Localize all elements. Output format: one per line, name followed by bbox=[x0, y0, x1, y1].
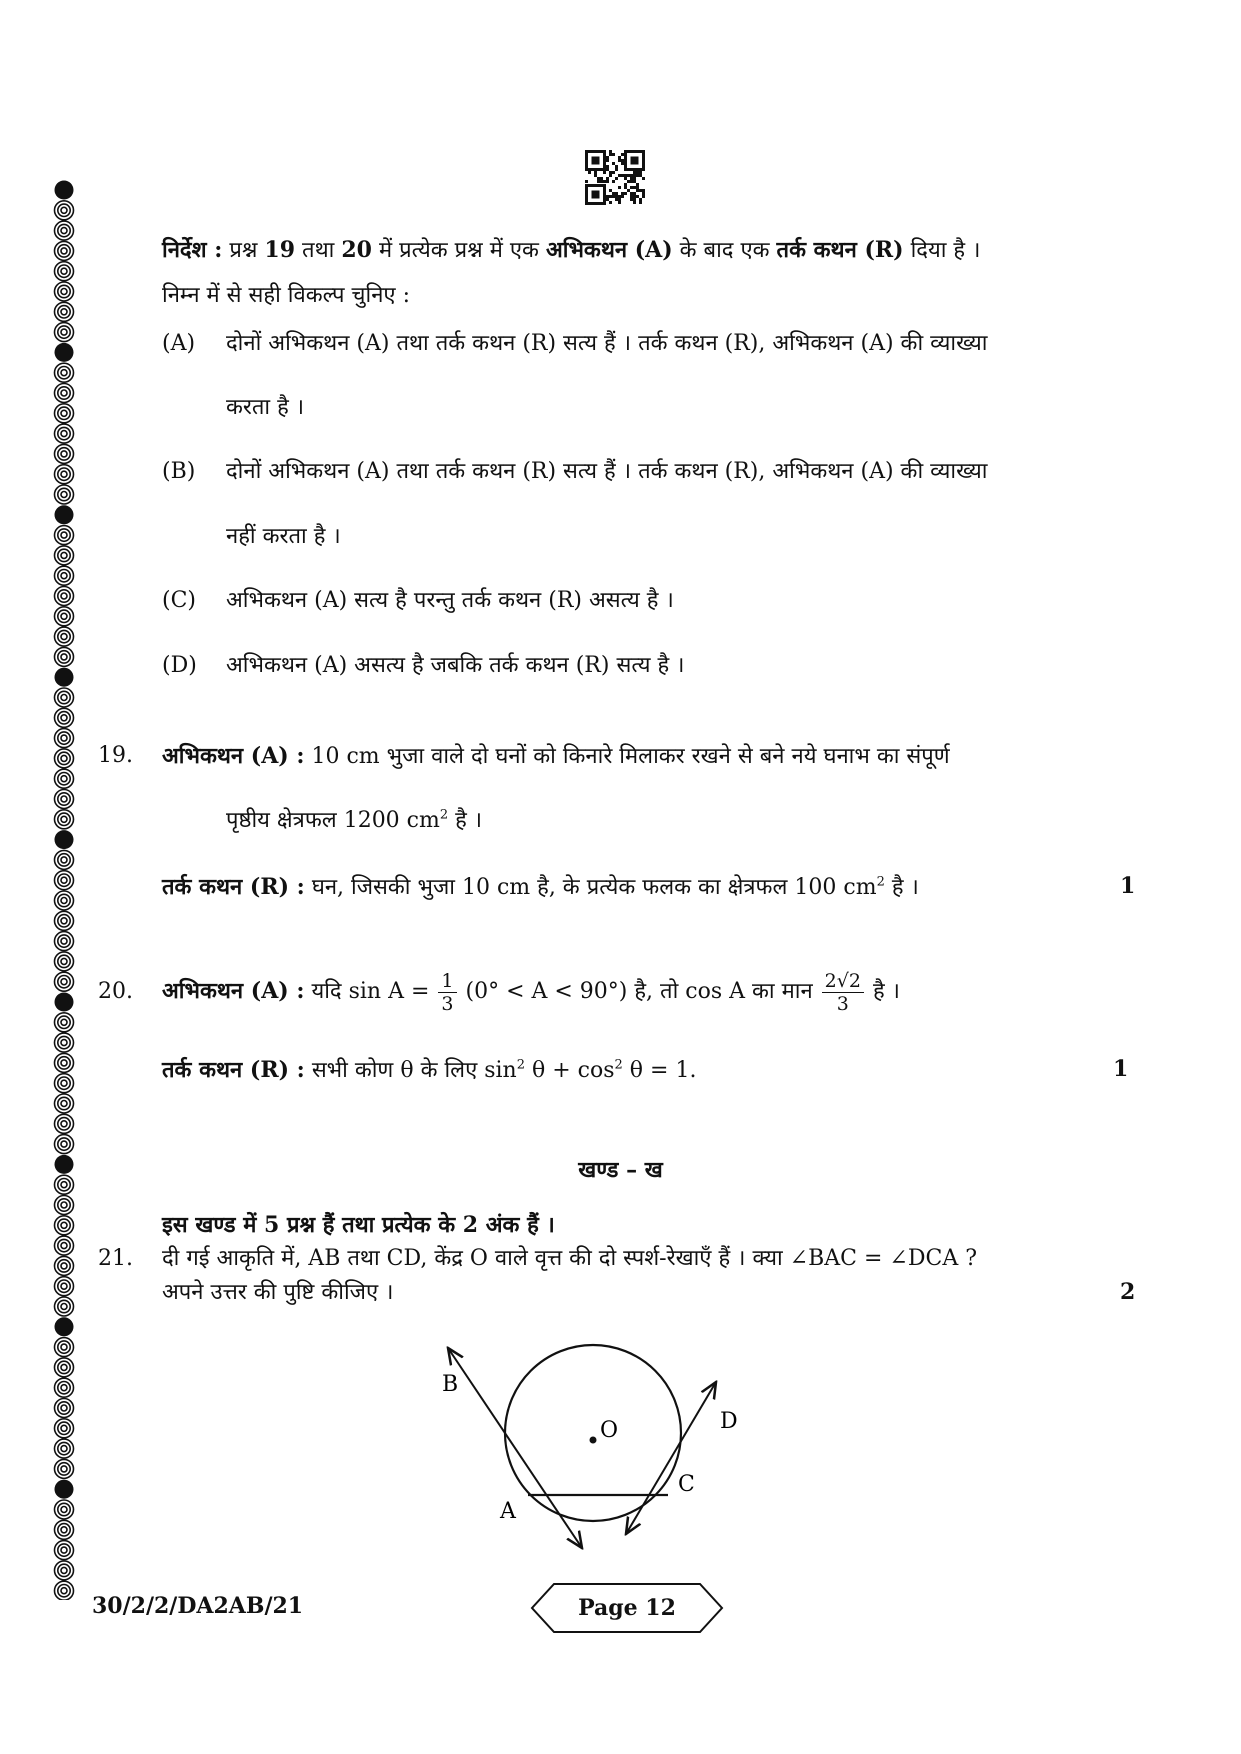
instruction-text: दिया है । bbox=[910, 238, 981, 263]
question-number-19: 19. bbox=[98, 743, 133, 768]
instruction-line-2: निम्न में से सही विकल्प चुनिए : bbox=[162, 283, 410, 308]
fraction-numerator: 1 bbox=[438, 970, 456, 993]
border-ring-icon bbox=[55, 668, 74, 687]
q21-line-2: अपने उत्तर की पुष्टि कीजिए । bbox=[162, 1280, 394, 1305]
label-o: O bbox=[600, 1418, 619, 1443]
border-ring-icon bbox=[55, 1216, 74, 1235]
border-ring-icon bbox=[55, 1013, 74, 1032]
border-ring-icon bbox=[55, 444, 74, 463]
label-c: C bbox=[678, 1472, 695, 1497]
label-a: A bbox=[500, 1499, 516, 1524]
border-ring-icon bbox=[55, 485, 74, 504]
page-number: Page 12 bbox=[578, 1595, 676, 1621]
superscript: 2 bbox=[876, 874, 885, 890]
q21-line-1: दी गई आकृति में, AB तथा CD, केंद्र O वाले वृत्त की दो स्पर्श-रेखाएँ हैं । क्या ∠BAC = ∠DCA ? bbox=[162, 1246, 977, 1271]
option-a-line-2: करता है । bbox=[226, 395, 305, 420]
border-ring-icon bbox=[55, 241, 74, 260]
border-ring-icon bbox=[55, 1378, 74, 1397]
border-ring-icon bbox=[55, 1094, 74, 1113]
q19-marks: 1 bbox=[1120, 873, 1136, 899]
superscript: 2 bbox=[614, 1057, 623, 1073]
question-ref-19: 19 bbox=[264, 237, 296, 263]
border-ring-icon bbox=[55, 262, 74, 281]
assertion-text: यदि sin A = bbox=[311, 979, 430, 1004]
q19-assertion-line-1 bbox=[162, 742, 950, 771]
fraction-numerator: 2√2 bbox=[822, 970, 864, 993]
border-ring-icon bbox=[55, 708, 74, 727]
border-ring-icon bbox=[55, 1256, 74, 1275]
option-letter-a: (A) bbox=[162, 331, 196, 356]
q20-reason bbox=[162, 1056, 696, 1085]
border-ring-icon bbox=[55, 1541, 74, 1560]
question-number-21: 21. bbox=[98, 1246, 133, 1271]
option-b-line-2: नहीं करता है । bbox=[226, 524, 341, 549]
border-ring-icon bbox=[55, 1581, 74, 1600]
fraction-one-third bbox=[438, 970, 456, 1015]
border-ring-icon bbox=[55, 1500, 74, 1519]
border-ring-icon bbox=[55, 749, 74, 768]
option-letter-c: (C) bbox=[162, 588, 196, 613]
border-ring-icon bbox=[55, 1561, 74, 1580]
assertion-term: अभिकथन (A) bbox=[545, 237, 673, 263]
border-ring-icon bbox=[55, 505, 74, 524]
decorative-border-strip bbox=[50, 180, 78, 1600]
reason-label: तर्क कथन (R) : bbox=[162, 1057, 305, 1083]
instruction-text: में प्रत्येक प्रश्न में एक bbox=[378, 238, 539, 263]
label-d: D bbox=[720, 1409, 738, 1434]
q20-assertion bbox=[162, 962, 900, 1021]
border-ring-icon bbox=[55, 323, 74, 342]
reason-text: θ = 1. bbox=[622, 1058, 697, 1083]
reason-text: θ + cos bbox=[525, 1058, 615, 1083]
instruction-text: तथा bbox=[302, 238, 335, 263]
option-b-line-1: दोनों अभिकथन (A) तथा तर्क कथन (R) सत्य हैं । तर्क कथन (R), अभिकथन (A) की व्याख्या bbox=[226, 459, 988, 484]
q19-assertion-line-2 bbox=[226, 807, 482, 835]
reason-text: सभी कोण θ के लिए sin bbox=[311, 1058, 517, 1083]
q21-marks: 2 bbox=[1120, 1279, 1136, 1305]
border-ring-icon bbox=[55, 769, 74, 788]
assertion-text: है । bbox=[872, 979, 900, 1004]
border-ring-icon bbox=[55, 465, 74, 484]
tangent-circle-figure bbox=[430, 1330, 760, 1570]
border-ring-icon bbox=[55, 363, 74, 382]
assertion-text: (0° < A < 90°) है, तो cos A का मान bbox=[465, 979, 813, 1004]
border-ring-icon bbox=[55, 1074, 74, 1093]
instruction-text: प्रश्न bbox=[229, 238, 258, 263]
border-ring-icon bbox=[55, 282, 74, 301]
border-ring-icon bbox=[55, 302, 74, 321]
section-title: खण्ड – ख bbox=[578, 1157, 663, 1183]
qr-code-icon bbox=[585, 150, 645, 206]
assertion-label: अभिकथन (A) : bbox=[162, 978, 305, 1004]
border-ring-icon bbox=[55, 688, 74, 707]
border-ring-icon bbox=[55, 566, 74, 585]
border-ring-icon bbox=[55, 343, 74, 362]
border-ring-icon bbox=[55, 911, 74, 930]
fraction-denominator: 3 bbox=[836, 992, 849, 1015]
label-b: B bbox=[442, 1372, 459, 1397]
border-ring-icon bbox=[55, 1053, 74, 1072]
reason-text: है । bbox=[884, 875, 919, 900]
tangent-cd bbox=[626, 1382, 716, 1534]
assertion-text: 10 cm भुजा वाले दो घनों को किनारे मिलाकर रखने से बने नये घनाभ का संपूर्ण bbox=[311, 744, 950, 769]
instruction-line-1 bbox=[162, 236, 980, 265]
border-ring-icon bbox=[55, 1399, 74, 1418]
superscript: 2 bbox=[516, 1057, 526, 1073]
border-ring-icon bbox=[55, 810, 74, 829]
border-ring-icon bbox=[55, 952, 74, 971]
reason-text: घन, जिसकी भुजा 10 cm है, के प्रत्येक फलक का क्षेत्रफल 100 cm bbox=[311, 875, 877, 900]
border-ring-icon bbox=[55, 627, 74, 646]
option-d-line-1: अभिकथन (A) असत्य है जबकि तर्क कथन (R) सत्य है । bbox=[226, 653, 685, 678]
reason-label: तर्क कथन (R) : bbox=[162, 874, 305, 900]
border-ring-icon bbox=[55, 1114, 74, 1133]
assertion-label: अभिकथन (A) : bbox=[162, 743, 305, 769]
instruction-text: के बाद एक bbox=[679, 238, 770, 263]
assertion-text: है । bbox=[448, 808, 483, 833]
border-ring-icon bbox=[55, 546, 74, 565]
border-ring-icon bbox=[55, 1135, 74, 1154]
border-ring-icon bbox=[55, 830, 74, 849]
border-ring-icon bbox=[55, 1439, 74, 1458]
border-ring-icon bbox=[55, 647, 74, 666]
q19-reason bbox=[162, 873, 919, 902]
fraction-two-root-two-third bbox=[822, 970, 864, 1015]
option-letter-b: (B) bbox=[162, 459, 196, 484]
border-ring-icon bbox=[55, 607, 74, 626]
option-a-line-1: दोनों अभिकथन (A) तथा तर्क कथन (R) सत्य हैं । तर्क कथन (R), अभिकथन (A) की व्याख्या bbox=[226, 331, 988, 356]
superscript: 2 bbox=[439, 807, 449, 823]
border-ring-icon bbox=[55, 1236, 74, 1255]
border-ring-icon bbox=[55, 1520, 74, 1539]
question-ref-20: 20 bbox=[341, 237, 372, 263]
border-ring-icon bbox=[55, 850, 74, 869]
instruction-label: निर्देश : bbox=[162, 237, 223, 263]
border-ring-icon bbox=[55, 932, 74, 951]
border-ring-icon bbox=[55, 404, 74, 423]
border-ring-icon bbox=[55, 1297, 74, 1316]
border-ring-icon bbox=[55, 1033, 74, 1052]
option-letter-d: (D) bbox=[162, 653, 197, 678]
border-ring-icon bbox=[55, 221, 74, 240]
border-ring-icon bbox=[55, 993, 74, 1012]
border-ring-icon bbox=[55, 1196, 74, 1215]
border-ring-icon bbox=[55, 201, 74, 220]
center-point bbox=[590, 1437, 597, 1444]
paper-code: 30/2/2/DA2AB/21 bbox=[92, 1593, 304, 1619]
border-ring-icon bbox=[55, 1277, 74, 1296]
border-ring-icon bbox=[55, 424, 74, 443]
border-ring-icon bbox=[55, 181, 74, 200]
border-ring-icon bbox=[55, 1358, 74, 1377]
border-ring-icon bbox=[55, 972, 74, 991]
border-ring-icon bbox=[55, 526, 74, 545]
border-ring-icon bbox=[55, 729, 74, 748]
border-ring-icon bbox=[55, 871, 74, 890]
q20-marks: 1 bbox=[1113, 1056, 1129, 1082]
border-ring-icon bbox=[55, 1480, 74, 1499]
fraction-denominator: 3 bbox=[441, 992, 454, 1015]
border-ring-icon bbox=[55, 587, 74, 606]
assertion-text: पृष्ठीय क्षेत्रफल 1200 cm bbox=[226, 808, 440, 833]
border-ring-icon bbox=[55, 384, 74, 403]
border-ring-icon bbox=[55, 790, 74, 809]
border-ring-icon bbox=[55, 1419, 74, 1438]
section-intro: इस खण्ड में 5 प्रश्न हैं तथा प्रत्येक के 2 अंक हैं । bbox=[162, 1212, 555, 1238]
border-ring-icon bbox=[55, 1459, 74, 1478]
border-ring-icon bbox=[55, 1338, 74, 1357]
border-ring-icon bbox=[55, 1317, 74, 1336]
reason-term: तर्क कथन (R) bbox=[776, 237, 904, 263]
border-ring-icon bbox=[55, 891, 74, 910]
option-c-line-1: अभिकथन (A) सत्य है परन्तु तर्क कथन (R) असत्य है । bbox=[226, 588, 674, 613]
question-number-20: 20. bbox=[98, 979, 133, 1004]
